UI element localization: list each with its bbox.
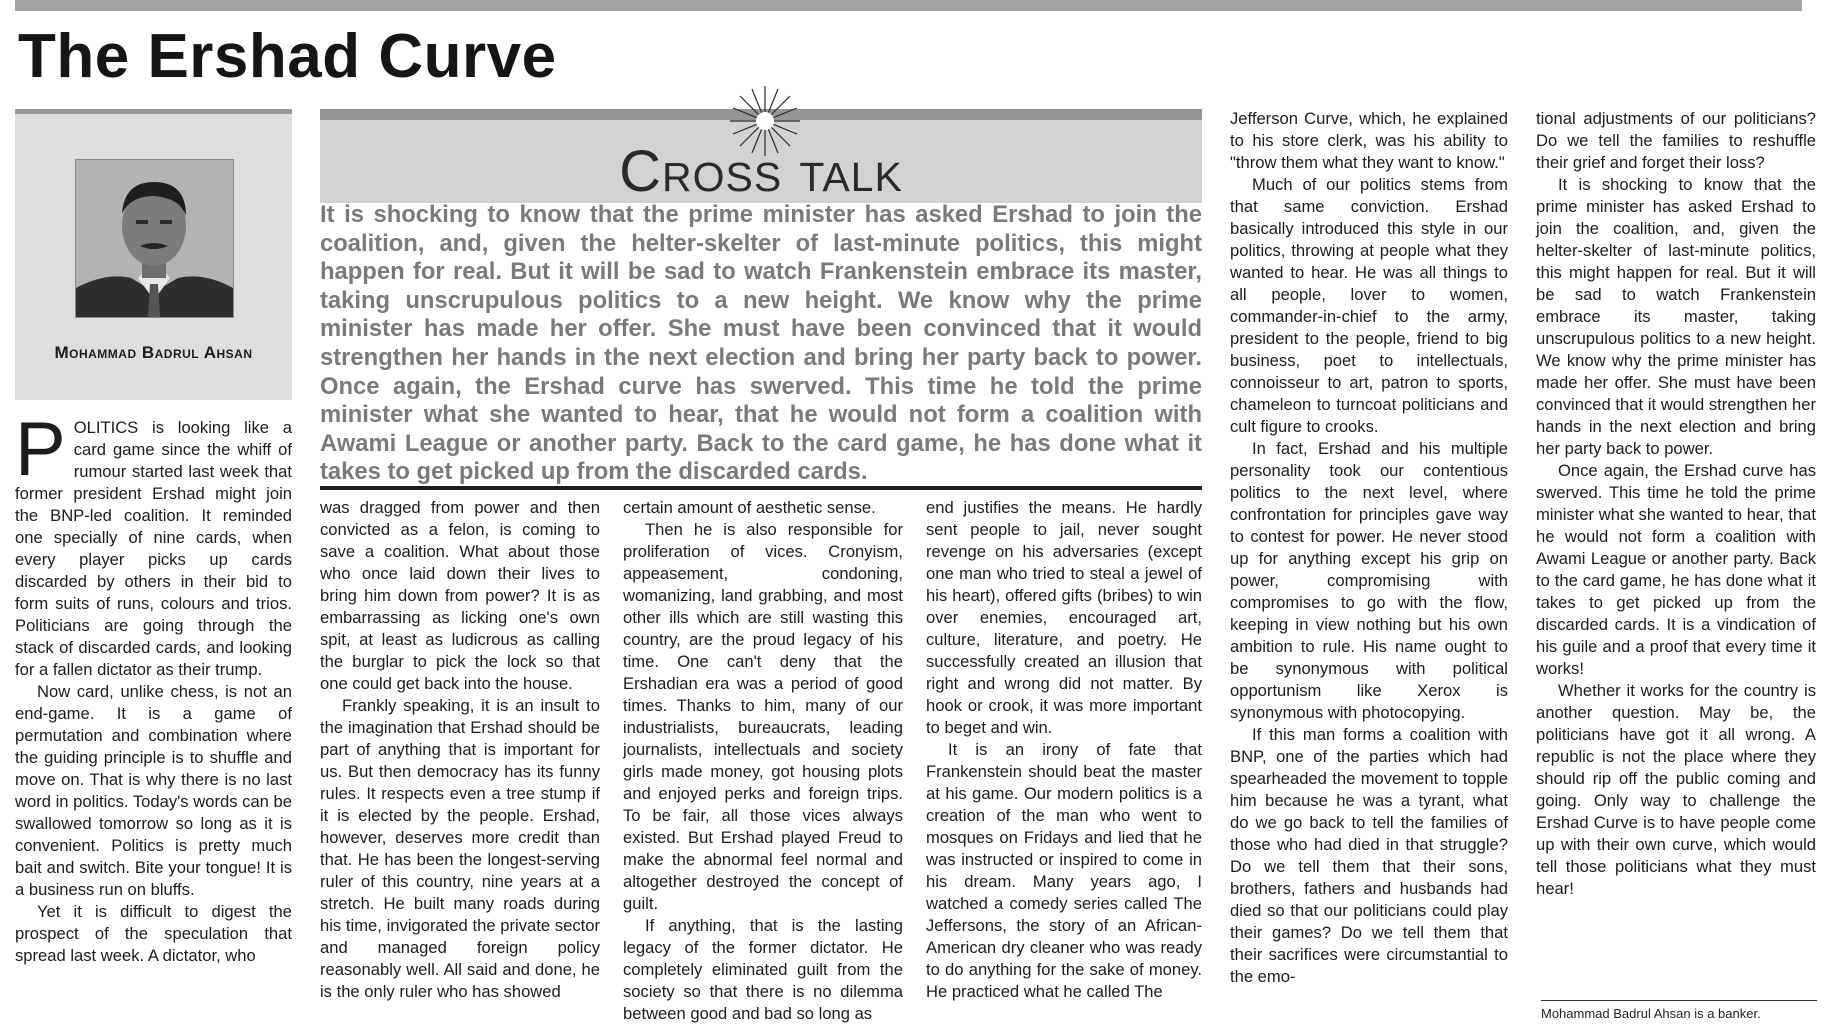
article-column-3 bbox=[623, 497, 903, 1025]
article-column-2 bbox=[320, 497, 600, 1003]
paragraph: Jefferson Curve, which, he explained to his store clerk, was his ability to "throw them what they want to know." bbox=[1230, 109, 1508, 172]
paragraph: Now card, unlike chess, is not an end-game. It is a game of permutation and combination where the guiding principle is to shuffle and move on. That is why there is no last word in politics. Today's words can be swallowed tomorrow so long as it is convenient. Politics is pretty much bait and switch. Bite your tongue! It is a business run on bluffs. bbox=[15, 682, 292, 899]
column-title: Cross talk bbox=[619, 139, 903, 204]
paragraph: In fact, Ershad and his multiple personality took our contentious politics to the next level, where confrontation for principles gave way to contest for power. He never stood up for anything except his grip on power, compromising with compromises to go with the flow, keeping in view nothing but his own ambition to rule. His name ought to be synonymous with political opportunism like Xerox is synonymous with photocopying. bbox=[1230, 439, 1508, 722]
paragraph: Much of our politics stems from that same conviction. Ershad basically introduced this style in our politics, throwing at people what they wanted to hear. He was all things to all people, lover to women, commander-in-chief to the army, president to the people, friend to big business, poet to intellectuals, connoisseur to art, patron to sports, chameleon to turncoat politicians and cult figure to crooks. bbox=[1230, 175, 1508, 436]
top-rule bbox=[15, 0, 1802, 11]
article-column-5 bbox=[1230, 108, 1508, 988]
article-column-1 bbox=[15, 407, 292, 967]
bio-rule bbox=[1541, 1000, 1817, 1001]
paragraph: It is shocking to know that the prime minister has asked Ershad to join the coalition, and, given the helter-skelter of last-minute politics, this might happen for real. But it will be sad to watch Frankenstein embrace its master, taking unscrupulous politics to a new height. We know why the prime minister has made her offer. She must have been convinced that it would strengthen her hands in the next election and bring her party back to power. bbox=[1536, 175, 1816, 458]
lede-text: It is shocking to know that the prime minister has asked Ershad to join the coalition, and, given the helter-skelter of last-minute politics, this might happen for real. But it will be sad to watch Frankenstein embrace its master, taking unscrupulous politics to a new height. We know why the prime minister has made her offer. She must have been convinced that it would strengthen her hands in the next election and bring her party back to power. Once again, the Ershad curve has swerved. This time he told the prime minister what she wanted to hear, that he would not form a coalition with Awami League or another party. Back to the card game, he has done what it takes to get picked up from the discarded cards. bbox=[320, 201, 1202, 486]
paragraph: end justifies the means. He hardly sent people to jail, never sought revenge on his adversaries (except one man who tried to steal a jewel of his heart), offered gifts (bribes) to win over enemies, encouraged art, culture, literature, and poetry. He successfully created an illusion that right and wrong did not matter. By hook or crook, it was more important to beget and win. bbox=[926, 498, 1202, 737]
paragraph: Yet it is difficult to digest the prospect of the speculation that spread last week. A dictator, who bbox=[15, 902, 292, 965]
paragraph: It is an irony of fate that Frankenstein should beat the master at his game. Our modern politics is a creation of the man who went to mosques on Fridays and lied that he was instructed or inspired to come in his dream. Many years ago, I watched a comedy series called The Jeffersons, the story of an African-American dry cleaner who was ready to do anything for the sake of money. He practiced what he called The bbox=[926, 740, 1202, 1001]
author-box bbox=[15, 109, 292, 400]
paragraph: If anything, that is the lasting legacy of the former dictator. He completely eliminated guilt from the society so that there is no dilemma between good and bad so long as bbox=[623, 916, 903, 1023]
paragraph: Whether it works for the country is another question. May be, the politicians have got it all wrong. A republic is not the place where they should rip off the public coming and going. Only way to challenge the Ershad Curve is to have people come up with their own curve, which would tell those politicians what they must hear! bbox=[1536, 681, 1816, 898]
paragraph: Once again, the Ershad curve has swerved. This time he told the prime minister what she wanted to hear, that he would not form a coalition with Awami League or another party. Back to the card game, he has done what it takes to get picked up from the discarded cards. It is a vindication of his guile and a proof that every time it works! bbox=[1536, 461, 1816, 678]
drop-cap: P bbox=[15, 407, 66, 492]
author-name: Mohammad Badrul Ahsan bbox=[54, 343, 253, 362]
headline: The Ershad Curve bbox=[18, 22, 557, 91]
author-bio: Mohammad Badrul Ahsan is a banker. bbox=[1541, 1006, 1761, 1021]
paragraph: If this man forms a coalition with BNP, one of the parties which had spearheaded the movement to topple him because he was a tyrant, what do we go back to tell the families of those who had died in that struggle? Do we tell them that their sons, brothers, fathers and husbands had died so that our politicians could play their games? Do we tell them that their sacrifices were circumstantial to the emo- bbox=[1230, 725, 1508, 986]
paragraph: tional adjustments of our politicians? Do we tell the families to reshuffle their grief and forget their loss? bbox=[1536, 109, 1816, 172]
starburst-icon bbox=[730, 86, 800, 156]
paragraph: certain amount of aesthetic sense. bbox=[623, 498, 876, 517]
article-column-6 bbox=[1536, 108, 1816, 900]
paragraph: was dragged from power and then convicted as a felon, is coming to save a coalition. What about those who once laid down their lives to bring him down from power? It is as embarrassing as licking one's own spit, at least as ludicrous as calling the burglar to pick the lock so that one could get back into the house. bbox=[320, 498, 600, 693]
paragraph: Then he is also responsible for proliferation of vices. Cronyism, appeasement, condoning, womanizing, land grabbing, and most other ills which are still wasting this country, are the proud legacy of his time. One can't deny that the Ershadian era was a period of good times. Thanks to him, many of our industrialists, bureaucrats, leading journalists, intellectuals and society girls made money, got housing plots and enjoyed perks and foreign trips. To be fair, all those vices always existed. But Ershad played Freud to make the abnormal feel normal and altogether destroyed the concept of guilt. bbox=[623, 520, 903, 913]
lede-rule bbox=[320, 486, 1202, 490]
paragraph: Frankly speaking, it is an insult to the imagination that Ershad should be part of anything that is important for us. But then democracy has its funny rules. It respects even a tree stump if it is elected by the people. Ershad, however, deserves more credit than that. He has been the longest-serving ruler of this country, nine years at a stretch. He built many roads during his time, invigorated the private sector and managed foreign policy reasonably well. All said and done, he is the only ruler who has showed bbox=[320, 696, 600, 1001]
article-column-4 bbox=[926, 497, 1202, 1003]
author-portrait-icon bbox=[75, 159, 234, 318]
paragraph: POLITICS is looking like a card game since the whiff of rumour started last week that former president Ershad might join the BNP-led coalition. It reminded one specially of nine cards, when every player picks up cards discarded by others in their bid to form suits of runs, colours and trios. Politicians are going through the stack of discarded cards, and looking for a fallen dictator as their trump. bbox=[15, 407, 292, 679]
